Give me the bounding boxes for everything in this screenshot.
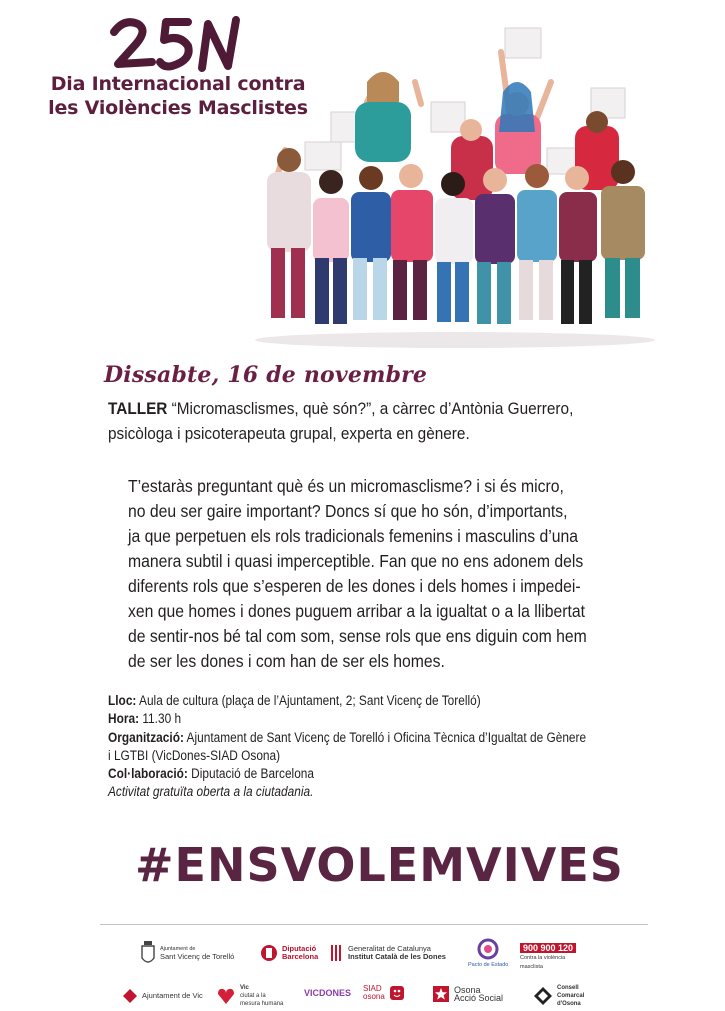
sponsor-ajuntament-vic: Ajuntament de Vic: [122, 988, 203, 1004]
hashtag: #ENSVOLEMVIVES: [135, 838, 624, 892]
sponsor-generalitat: Generalitat de Catalunya Institut Català de les Dones: [330, 944, 446, 962]
info-location: Lloc: Aula de cultura (plaça de l’Ajuntament, 2; Sant Vicenç de Torelló): [108, 693, 481, 708]
info-note: Activitat gratuïta oberta a la ciutadania.: [108, 784, 314, 800]
municipal-shield-icon: [140, 940, 156, 966]
desc-line: diferents rols que s’esperen de les dones i dels homes i impedei-: [128, 576, 581, 596]
diputacio-logo-icon: [260, 944, 278, 962]
sponsor-diputacio: Diputació Barcelona: [260, 944, 318, 962]
sponsor-vicdones: VICDONES: [304, 988, 352, 998]
sponsor-siad: SIAD osona: [363, 985, 405, 1001]
divider: [100, 924, 648, 925]
desc-line: de sentir-nos bé tal com som, sense rols que ens diguin com hem: [128, 626, 587, 646]
vic-diamond-icon: [122, 988, 138, 1004]
taller-text-1: “Micromasclismes, què són?”, a càrrec d’Antònia Guerrero,: [167, 400, 574, 418]
siad-face-icon: [389, 985, 405, 1001]
sponsor-osona-accio-social: Osona Acció Social: [432, 985, 503, 1003]
taller-text-2: psicòloga i psicoterapeuta grupal, experta en gènere.: [108, 425, 470, 443]
desc-line: manera subtil i quasi imperceptible. Fan que no ens adonem dels: [128, 551, 584, 571]
sponsor-900-line: 900 900 120 Contra la violència masclista: [520, 943, 576, 971]
crowd-illustration: [255, 22, 675, 352]
sponsor-pacto-estado: Pacto de Estado: [468, 938, 508, 969]
pacto-estado-logo-icon: [473, 938, 503, 960]
vic-heart-icon: [216, 986, 236, 1006]
desc-line: T’estaràs preguntant què és un micromasclisme? i si és micro,: [128, 476, 564, 496]
sponsor-sant-vicenc: Ajuntament de Sant Vicenç de Torelló: [140, 940, 234, 966]
desc-line: xen que homes i dones puguem arribar a la igualtat o a la llibertat: [128, 601, 586, 621]
info-organizer: Organització: Ajuntament de Sant Vicenç de Torelló i Oficina Tècnica d’Igualtat de Gènere: [108, 729, 587, 745]
event-info: [108, 692, 601, 802]
desc-line: ja que perpetuen els rols tradicionals femenins i masculins d’una: [128, 526, 578, 546]
generalitat-logo-icon: [330, 944, 344, 962]
info-organizer-cont: i LGTBI (VicDones-SIAD Osona): [108, 747, 281, 763]
sponsor-vic-ciutat: Vic ciutat a la mesura humana: [216, 984, 283, 1008]
osona-star-icon: [432, 985, 450, 1003]
desc-line: no deu ser gaire important? Doncs sí que ho són, d’importants,: [128, 501, 568, 521]
desc-line: de ser les dones i com han de ser els homes.: [128, 651, 445, 671]
info-time: Hora: 11.30 h: [108, 711, 182, 727]
info-collaboration: Col·laboració: Diputació de Barcelona: [108, 766, 315, 782]
25n-logo: [108, 14, 248, 76]
workshop-description: [128, 474, 605, 674]
title-line-2: les Violències Masclistes: [48, 97, 308, 119]
sponsor-consell-comarcal: Consell Comarcal d'Osona: [533, 984, 584, 1008]
event-date: Dissabte, 16 de novembre: [104, 362, 428, 388]
consell-diamond-icon: [533, 986, 553, 1006]
title-line-1: Dia Internacional contra: [50, 73, 306, 95]
taller-label: TALLER: [108, 400, 168, 418]
workshop-intro: [108, 397, 629, 447]
